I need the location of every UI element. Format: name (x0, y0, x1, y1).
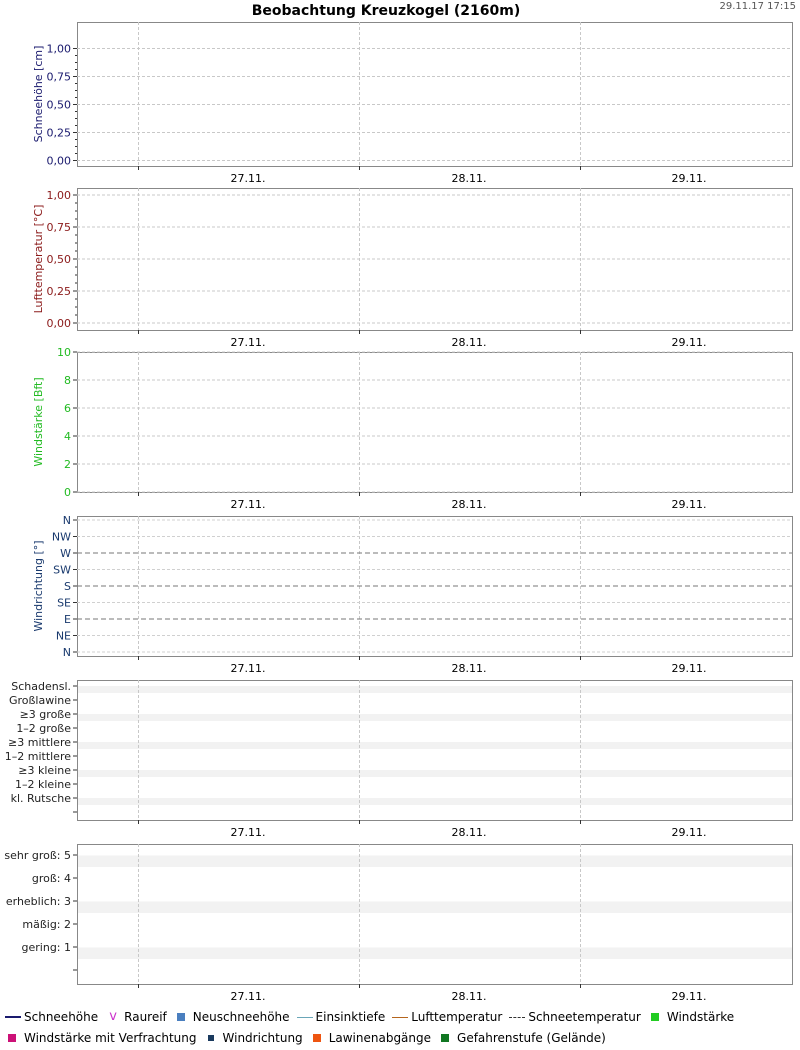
y-tick-label: sehr groß: 5 (4, 849, 71, 862)
y-tick-label: ≥3 kleine (18, 764, 71, 777)
y-axis-label: Windstärke [Bft] (32, 377, 45, 467)
y-tick-label: SW (53, 563, 71, 577)
y-tick-label: 0,00 (46, 154, 71, 168)
band-stripe (77, 770, 792, 777)
legend-symbol (173, 1011, 191, 1023)
band-stripe (77, 902, 792, 914)
y-tick-label: erheblich: 3 (5, 895, 71, 908)
legend-symbol (203, 1032, 221, 1044)
legend-label: Schneetemperatur (528, 1009, 641, 1024)
y-tick-label: kl. Rutsche (10, 792, 71, 805)
x-tick-label: 27.11. (230, 336, 266, 349)
legend-item (4, 1027, 197, 1048)
timestamp: 29.11.17 17:15 (719, 1, 796, 12)
y-tick-label: Großlawine (8, 694, 71, 707)
y-tick-label: E (64, 613, 71, 626)
y-tick-label: 1–2 mittlere (4, 750, 71, 763)
y-tick-label: 0,50 (46, 98, 71, 112)
legend-item (391, 1006, 502, 1027)
y-tick-label: 1,00 (46, 42, 71, 56)
legend-symbol (4, 1032, 22, 1044)
x-tick-label: 29.11. (671, 336, 707, 349)
band-stripe (77, 686, 792, 693)
legend-symbol: v (109, 1008, 117, 1024)
y-tick-label: NE (55, 629, 71, 643)
x-tick-label: 27.11. (230, 662, 266, 675)
y-tick-label: N (62, 646, 71, 659)
y-tick-label: 0,25 (46, 285, 71, 298)
legend-label: Gefahrenstufe (Gelände) (457, 1030, 606, 1045)
y-axis-label: Windrichtung [°] (32, 540, 45, 632)
x-tick-label: 28.11. (451, 662, 487, 675)
legend-item (173, 1006, 290, 1027)
legend-item (4, 1006, 98, 1027)
y-tick-label: SE (57, 596, 71, 610)
y-tick-label: 0 (64, 486, 71, 499)
legend-symbol (647, 1011, 665, 1023)
y-tick-label: ≥3 große (19, 708, 71, 721)
y-tick-label: 0,75 (46, 221, 71, 234)
legend-symbol (508, 1011, 526, 1023)
legend-label: Windstärke mit Verfrachtung (24, 1030, 197, 1045)
page-title: Beobachtung Kreuzkogel (2160m) (251, 3, 521, 19)
y-tick-label: 4 (64, 430, 71, 443)
band-stripe (77, 856, 792, 868)
legend-label: Raureif (124, 1009, 167, 1024)
x-tick-label: 28.11. (451, 990, 487, 1003)
legend-symbol (437, 1032, 455, 1044)
legend-item (508, 1006, 641, 1027)
x-tick-label: 27.11. (230, 498, 266, 511)
legend-symbol (391, 1011, 409, 1023)
x-tick-label: 27.11. (230, 172, 266, 185)
y-tick-label: gering: 1 (21, 941, 71, 954)
x-tick-label: 28.11. (451, 498, 487, 511)
y-tick-label: 0,50 (46, 253, 71, 266)
y-tick-label: 6 (64, 402, 71, 415)
y-tick-label: 8 (64, 374, 71, 387)
x-tick-label: 28.11. (451, 172, 487, 185)
y-tick-label: mäßig: 2 (22, 918, 71, 931)
legend-symbol (4, 1011, 22, 1023)
legend-label: Lufttemperatur (411, 1009, 503, 1024)
legend-item (437, 1027, 606, 1048)
x-tick-label: 27.11. (230, 826, 266, 839)
legend-label: Neuschneehöhe (192, 1009, 290, 1024)
y-tick-label: 0,75 (46, 70, 71, 84)
band-stripe (77, 798, 792, 805)
x-tick-label: 27.11. (230, 990, 266, 1003)
legend-item (309, 1027, 431, 1048)
y-tick-label: S (64, 580, 71, 593)
legend-item (203, 1027, 303, 1048)
plot-frame (78, 23, 793, 167)
x-tick-label: 29.11. (671, 990, 707, 1003)
y-tick-label: 0,25 (46, 126, 71, 140)
y-tick-label: groß: 4 (31, 872, 71, 885)
y-tick-label: ≥3 mittlere (8, 736, 71, 749)
legend-symbol (309, 1032, 327, 1044)
y-tick-label: NW (51, 530, 71, 544)
y-axis-label: Schneehöhe [cm] (32, 45, 45, 143)
x-tick-label: 28.11. (451, 336, 487, 349)
y-tick-label: 10 (57, 346, 71, 359)
x-tick-label: 29.11. (671, 172, 707, 185)
legend-item (647, 1006, 734, 1027)
legend-symbol (296, 1011, 314, 1023)
y-tick-label: 1–2 große (16, 722, 71, 735)
y-tick-label: W (60, 547, 71, 560)
legend-label: Windrichtung (222, 1030, 303, 1045)
legend-label: Lawinenabgänge (328, 1030, 432, 1045)
y-tick-label: N (62, 514, 71, 527)
legend-item (104, 1006, 167, 1027)
y-tick-label: 1–2 kleine (15, 778, 71, 791)
y-tick-label: 1,00 (46, 189, 71, 202)
legend-label: Einsinktiefe (315, 1009, 386, 1024)
y-axis-label: Lufttemperatur [°C] (32, 204, 45, 314)
legend (4, 1006, 796, 1048)
x-tick-label: 28.11. (451, 826, 487, 839)
legend-item (296, 1006, 386, 1027)
legend-label: Windstärke (666, 1009, 735, 1024)
y-tick-label: 2 (64, 458, 71, 471)
band-stripe (77, 714, 792, 721)
x-tick-label: 29.11. (671, 498, 707, 511)
band-stripe (77, 948, 792, 960)
y-tick-label: Schadensl. (11, 680, 71, 693)
x-tick-label: 29.11. (671, 826, 707, 839)
x-tick-label: 29.11. (671, 662, 707, 675)
legend-label: Schneehöhe (24, 1009, 99, 1024)
plot-frame (78, 353, 793, 493)
y-tick-label: 0,00 (46, 317, 71, 330)
band-stripe (77, 742, 792, 749)
